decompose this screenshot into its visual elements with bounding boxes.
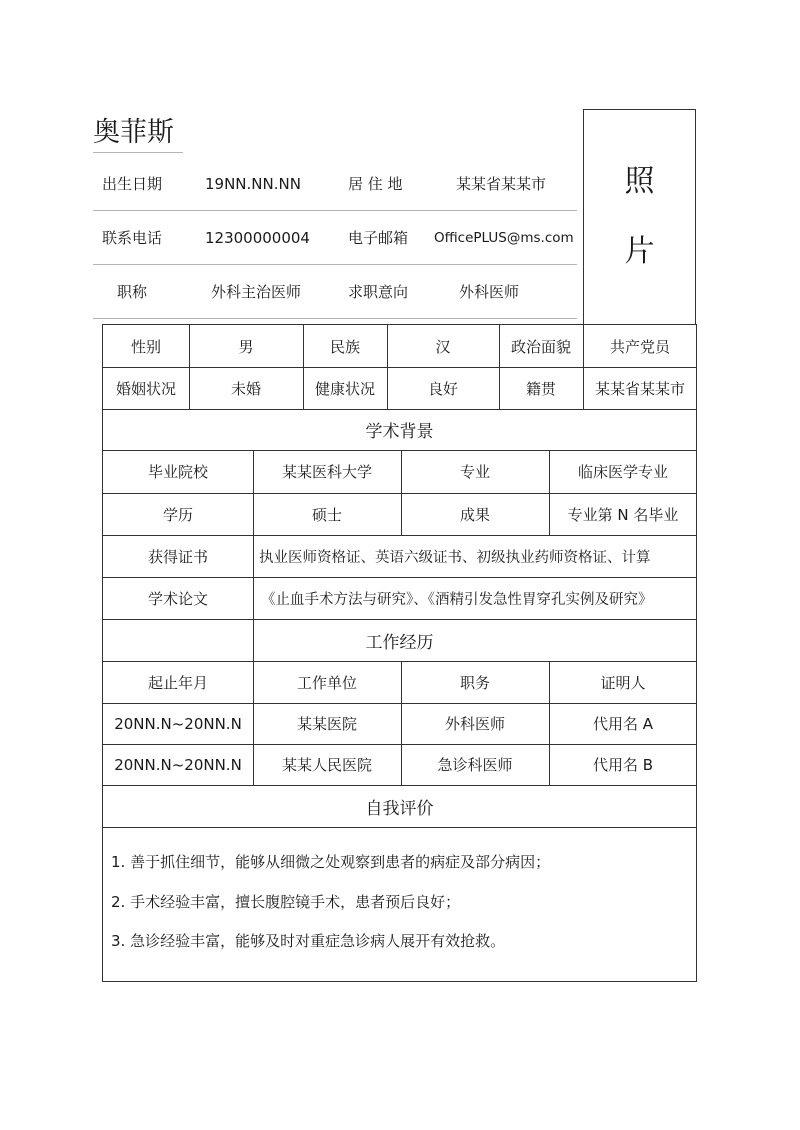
degree-label: 学历	[162, 505, 193, 524]
work-header-period: 起止年月	[147, 673, 208, 692]
work-row-2-reference: 代用名 B	[592, 756, 654, 774]
intent-label: 求职意向	[348, 283, 409, 301]
paper-label: 学术论文	[147, 589, 208, 608]
title-value: 外科主治医师	[211, 283, 302, 301]
work-header-employer: 工作单位	[296, 673, 357, 692]
resume-name: 奥菲斯	[93, 114, 183, 153]
ethnicity-label: 民族	[329, 337, 360, 356]
evaluation-section-title: 自我评价	[365, 798, 434, 819]
academic-section-title: 学术背景	[365, 422, 434, 442]
evaluation-item-3: 3. 急诊经验丰富，能够及时对重症急诊病人展开有效抢救。	[111, 932, 506, 950]
school-value: 某某医科大学	[281, 463, 372, 481]
work-row-1-position: 外科医师	[444, 715, 505, 733]
marital-value: 未婚	[230, 379, 261, 398]
ethnicity-value: 汉	[435, 337, 451, 356]
birth-value: 19NN.NN.NN	[205, 175, 301, 193]
school-label: 毕业院校	[147, 463, 208, 481]
work-row-2-employer: 某某人民医院	[281, 756, 372, 774]
email-label: 电子邮箱	[348, 229, 409, 247]
photo-text-line1: 照	[624, 164, 655, 199]
photo-placeholder	[583, 109, 696, 325]
work-section-title: 工作经历	[365, 632, 434, 653]
major-value: 临床医学专业	[577, 463, 668, 481]
residence-label: 居 住 地	[348, 175, 403, 193]
gender-label: 性别	[130, 337, 161, 356]
info-row-contact	[93, 211, 577, 265]
work-row-1-employer: 某某医院	[296, 715, 357, 733]
political-value: 共产党员	[609, 337, 670, 356]
title-label: 职称	[117, 283, 148, 301]
evaluation-item-1: 1. 善于抓住细节，能够从细微之处观察到患者的病症及部分病因；	[111, 853, 551, 871]
intent-value: 外科医师	[459, 283, 520, 301]
achievement-label: 成果	[459, 505, 490, 524]
work-row-1-period: 20NN.N~20NN.N	[114, 714, 242, 733]
marital-label: 婚姻状况	[115, 379, 176, 398]
work-header-position: 职务	[459, 673, 490, 692]
residence-value: 某某省某某市	[456, 175, 547, 193]
work-row-2-period: 20NN.N~20NN.N	[114, 755, 242, 774]
phone-value: 12300000004	[205, 229, 310, 247]
achievement-value: 专业第 N 名毕业	[567, 505, 679, 524]
health-label: 健康状况	[314, 379, 375, 398]
photo-text-line2: 片	[624, 234, 655, 269]
health-value: 良好	[427, 379, 458, 398]
work-row-2-position: 急诊科医师	[437, 756, 513, 774]
paper-value: 《止血手术方法与研究》、《酒精引发急性胃穿孔实例及研究》	[261, 591, 653, 608]
info-row-title	[93, 265, 577, 319]
major-label: 专业	[459, 463, 490, 481]
cert-label: 获得证书	[147, 547, 208, 566]
evaluation-item-2: 2. 手术经验丰富，擅长腹腔镜手术，患者预后良好；	[111, 893, 461, 911]
resume-table	[102, 324, 697, 982]
email-value: OfficePLUS@ms.com	[434, 230, 574, 246]
work-row-1-reference: 代用名 A	[592, 715, 654, 733]
political-label: 政治面貌	[510, 337, 571, 356]
birth-label: 出生日期	[102, 175, 163, 193]
info-row-birth	[93, 157, 577, 211]
work-header-reference: 证明人	[600, 673, 646, 692]
phone-label: 联系电话	[102, 229, 163, 247]
native-value: 某某省某某市	[594, 379, 685, 398]
native-label: 籍贯	[525, 379, 556, 398]
cert-value: 执业医师资格证、英语六级证书、初级执业药师资格证、计算	[259, 549, 651, 566]
degree-value: 硕士	[311, 505, 342, 524]
gender-value: 男	[238, 337, 254, 356]
